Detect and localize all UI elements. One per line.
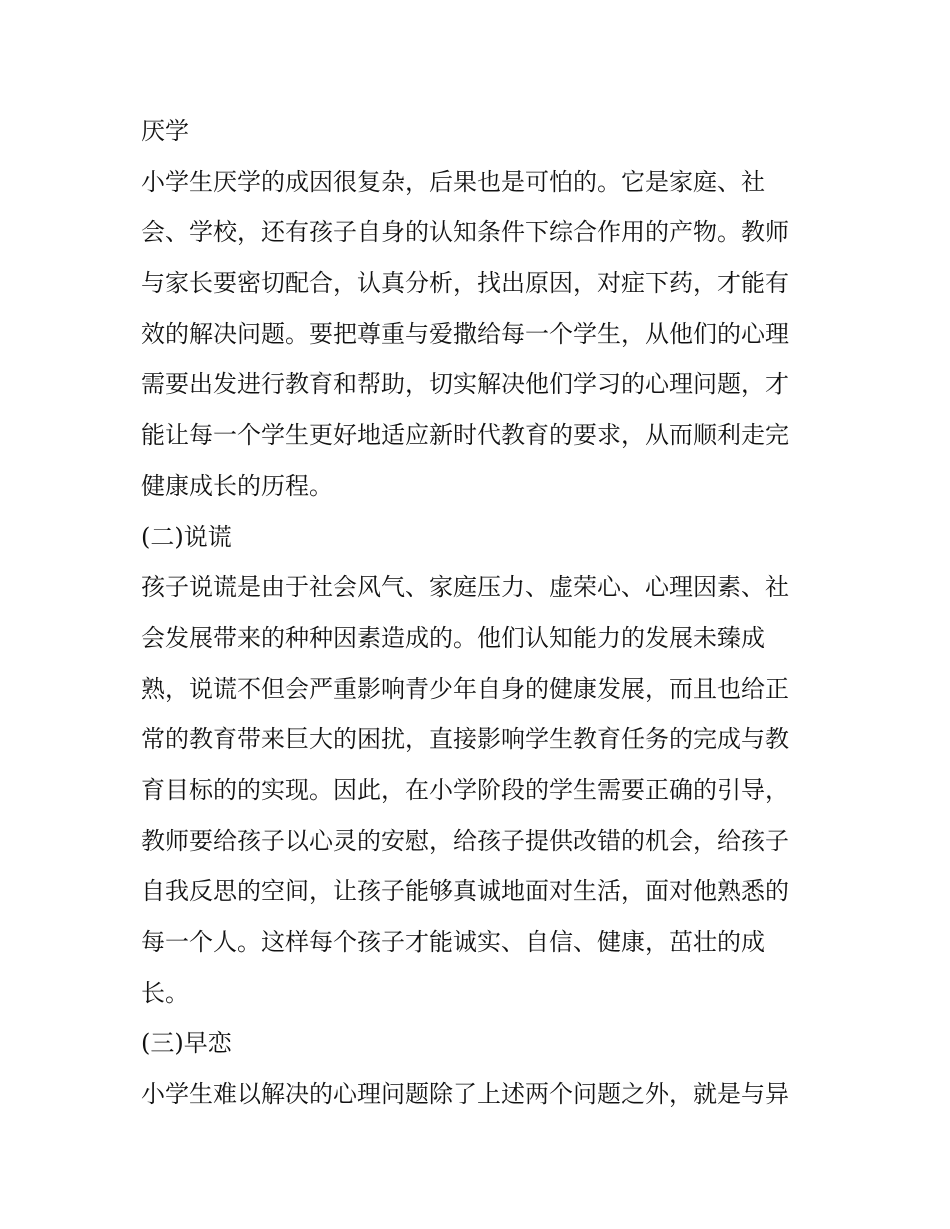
paragraph-line: 熟，说谎不但会严重影响青少年自身的健康发展，而且也给正 [141,674,789,703]
paragraph-line: 孩子说谎是由于社会风气、家庭压力、虚荣心、心理因素、社 [141,573,789,602]
paragraph-line: 会、学校，还有孩子自身的认知条件下综合作用的产物。教师 [141,218,789,247]
paragraph-line: 健康成长的历程。 [141,471,333,500]
paragraph-line: 育目标的的实现。因此，在小学阶段的学生需要正确的引导， [141,775,789,804]
paragraph-line: 每一个人。这样每个孩子才能诚实、自信、健康，茁壮的成 [141,928,765,956]
paragraph-line: 教师要给孩子以心灵的安慰，给孩子提供改错的机会，给孩子 [141,826,789,855]
heading-shuohuang: (二)说谎 [141,522,232,551]
paragraph-line: 会发展带来的种种因素造成的。他们认知能力的发展未臻成 [141,623,765,652]
heading-yanxue: 厌学 [141,117,189,145]
paragraph-line: 常的教育带来巨大的困扰，直接影响学生教育任务的完成与教 [141,725,789,754]
paragraph-line: 小学生厌学的成因很复杂，后果也是可怕的。它是家庭、社 [141,167,765,196]
paragraph-line: 能让每一个学生更好地适应新时代教育的要求，从而顺利走完 [141,421,789,450]
paragraph-line: 效的解决问题。要把尊重与爱撒给每一个学生，从他们的心理 [141,319,789,348]
paragraph-line: 长。 [141,978,189,1007]
paragraph-line: 与家长要密切配合，认真分析，找出原因，对症下药，才能有 [141,269,789,298]
document-body [141,106,821,1120]
paragraph-line: 需要出发进行教育和帮助，切实解决他们学习的心理问题，才 [141,370,789,399]
paragraph-line: 小学生难以解决的心理问题除了上述两个问题之外，就是与异 [141,1080,789,1109]
paragraph-line: 自我反思的空间，让孩子能够真诚地面对生活，面对他熟悉的 [141,877,789,906]
heading-zaolian: (三)早恋 [141,1029,232,1058]
